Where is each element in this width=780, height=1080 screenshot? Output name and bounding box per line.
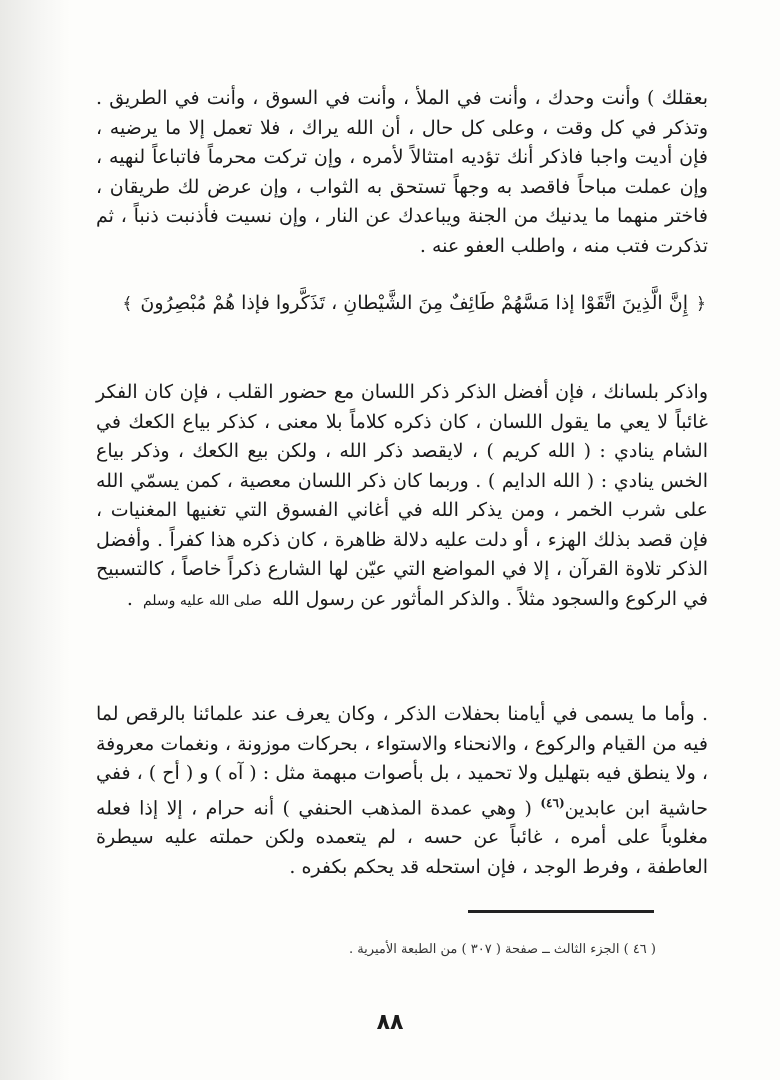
paragraph-3-text-continued: ( وهي عمدة المذهب الحنفي ) أنه حرام ، إلا إذا فعله مغلوباً على أمره ، غائباً عن حسه ، لم يتعمده ولكن حملته عليه سيطرة العاطفة ، وفرط الوجد ، فإن استحله قد يحكم بكفره .: [96, 796, 708, 878]
paragraph-3: [96, 700, 708, 882]
quran-verse-text: إِنَّ الَّذِينَ اتَّقَوْا إذا مَسَّهُمْ طَائِفٌ مِنَ الشَّيْطانِ ، تَذَكَّروا فإذا هُمْ مُبْصِرُونَ: [140, 292, 688, 314]
footnote: ( ٤٦ ) الجزء الثالث ــ صفحة ( ٣٠٧ ) من الطبعة الأميرية .: [348, 942, 656, 957]
ornate-bracket-open: ﴿: [696, 294, 706, 314]
pbuh-ligature: صلى الله عليه وسلم: [142, 592, 262, 609]
footnote-reference[interactable]: (٤٦): [540, 795, 565, 810]
paragraph-2-text: واذكر بلسانك ، فإن أفضل الذكر ذكر اللسان مع حضور القلب ، فإن كان الفكر غائباً لا يعي ما يقول اللسان ، كان ذكره كلاماً بلا معنى ، كذكر بياع الكعك في الشام ينادي : ( الله كريم ) ، لايقصد ذكر الله ، ولكن بيع الكعك ، وذكر بياع الخس ينادي : ( الله الدايم ) . وربما كان ذكر اللسان معصية ، كمن يسمّي الله على شرب الخمر ، ومن يذكر الله في أغاني الفسوق التي تغنيها المغنيات ، فإن قصد بذلك الهزء ، أو دلت عليه دلالة ظاهرة ، كان ذكره هذا كفراً . وأفضل الذكر تلاوة القرآن ، إلا في المواضع التي عيّن لها الشارع ذكراً خاصاً ، كالتسبيح في الركوع والسجود مثلاً . والذكر المأثور عن رسول الله: [96, 381, 708, 610]
page-gutter-shadow: [0, 0, 70, 1080]
paragraph-1: بعقلك ) وأنت وحدك ، وأنت في الملأ ، وأنت في السوق ، وأنت في الطريق . وتذكر في كل وقت ، وعلى كل حال ، أن الله يراك ، فلا تعمل إلا ما يرضيه ، فإن أديت واجبا فاذكر أنك تؤديه امتثالاً لأمره ، وإن تركت محرماً فاتباعاً لنهيه ، وإن عملت مباحاً فاقصد به وجهاً تستحق به الثواب ، وإن عرض لك طريقان ، فاختر منهما ما يدنيك من الجنة ويباعدك عن النار ، وإن نسيت فأذنبت ذنباً ، ثم تذكرت فتب منه ، واطلب العفو عنه .: [96, 87, 708, 257]
paragraph-2-end: .: [126, 587, 133, 610]
quran-verse: [96, 289, 708, 320]
paragraph-3-text: . وأما ما يسمى في أيامنا بحفلات الذكر ، وكان يعرف عند علمائنا بالرقص لما فيه من القيام والركوع ، والانحناء والاستواء ، بحركات موزونة ، ونغمات معروفة ، ولا ينطق فيه بتهليل ولا تحميد ، بل بأصوات مبهمة مثل : ( آه ) و ( أح ) ، ففي حاشية ابن عابدين: [96, 703, 709, 819]
ornate-bracket-close: ﴾: [122, 294, 133, 314]
page-number: ٨٨: [376, 1010, 404, 1035]
footnote-divider: [468, 910, 654, 913]
paragraph-2: [96, 378, 708, 616]
